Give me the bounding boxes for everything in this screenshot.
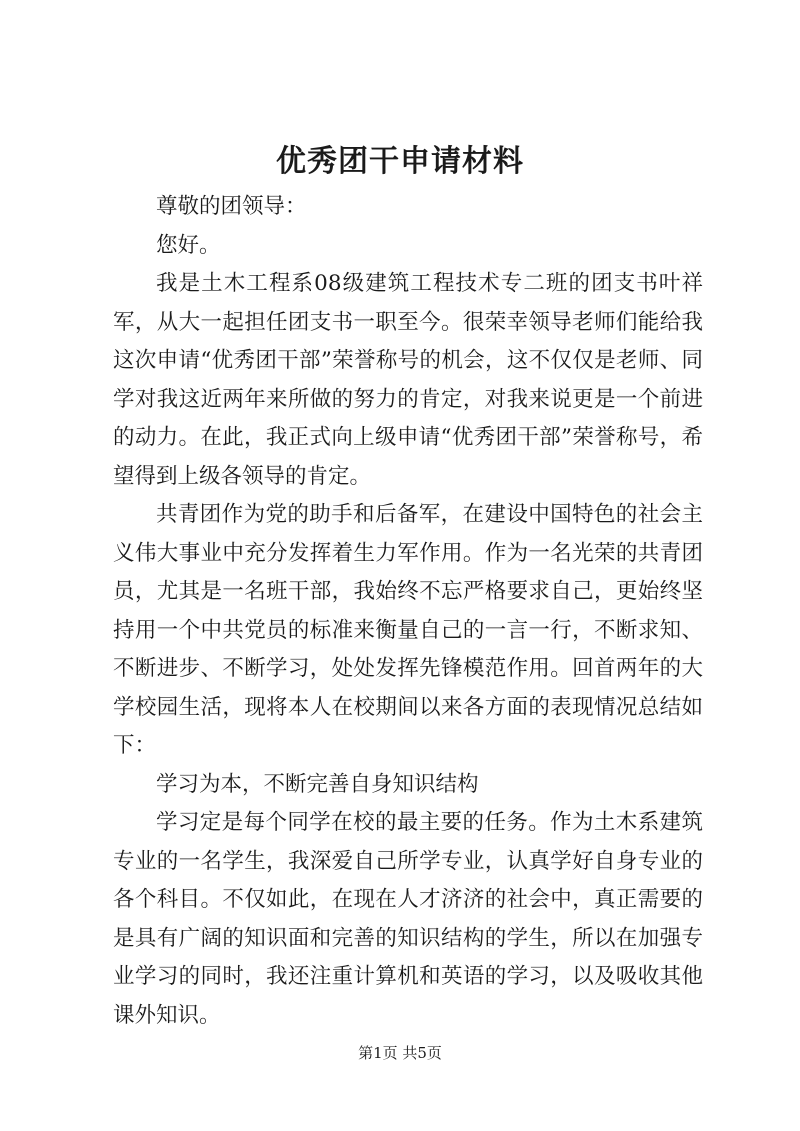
document-title: 优秀团干申请材料 (276, 144, 524, 179)
body-paragraph-intro: 我是土木工程系08级建筑工程技术专二班的团支书叶祥军，从大一起担任团支书一职至今。很荣幸领导老师们能给我这次申请“优秀团干部”荣誉称号的机会，这不仅仅是老师、同学对我这近两年来所做的努力的肯定，对我来说更是一个前进的动力。在此，我正式向上级申请“优秀团干部”荣誉称号，希望得到上级各领导的肯定。 (113, 271, 703, 489)
body-paragraph-league: 共青团作为党的助手和后备军，在建设中国特色的社会主义伟大事业中充分发挥着生力军作用。作为一名光荣的共青团员，尤其是一名班干部，我始终不忘严格要求自己，更始终坚持用一个中共党员的标准来衡量自己的一言一行，不断求知、不断进步、不断学习，处处发挥先锋模范作用。回首两年的大学校园生活，现将本人在校期间以来各方面的表现情况总结如下： (113, 502, 703, 758)
salutation: 尊敬的团领导： (156, 194, 307, 219)
greeting: 您好。 (156, 232, 221, 258)
body-paragraph-study: 学习定是每个同学在校的最主要的任务。作为土木系建筑专业的一名学生，我深爱自己所学专业，认真学好自身专业的各个科目。不仅如此，在现在人才济济的社会中，真正需要的是具有广阔的知识面和完善的知识结构的学生，所以在加强专业学习的同时，我还注重计算机和英语的学习，以及吸收其他课外知识。 (113, 810, 703, 1028)
document-body (113, 188, 703, 1035)
page-number-footer: 第1页 共5页 (358, 1044, 442, 1062)
section-heading: 学习为本，不断完善自身知识结构 (156, 771, 479, 797)
